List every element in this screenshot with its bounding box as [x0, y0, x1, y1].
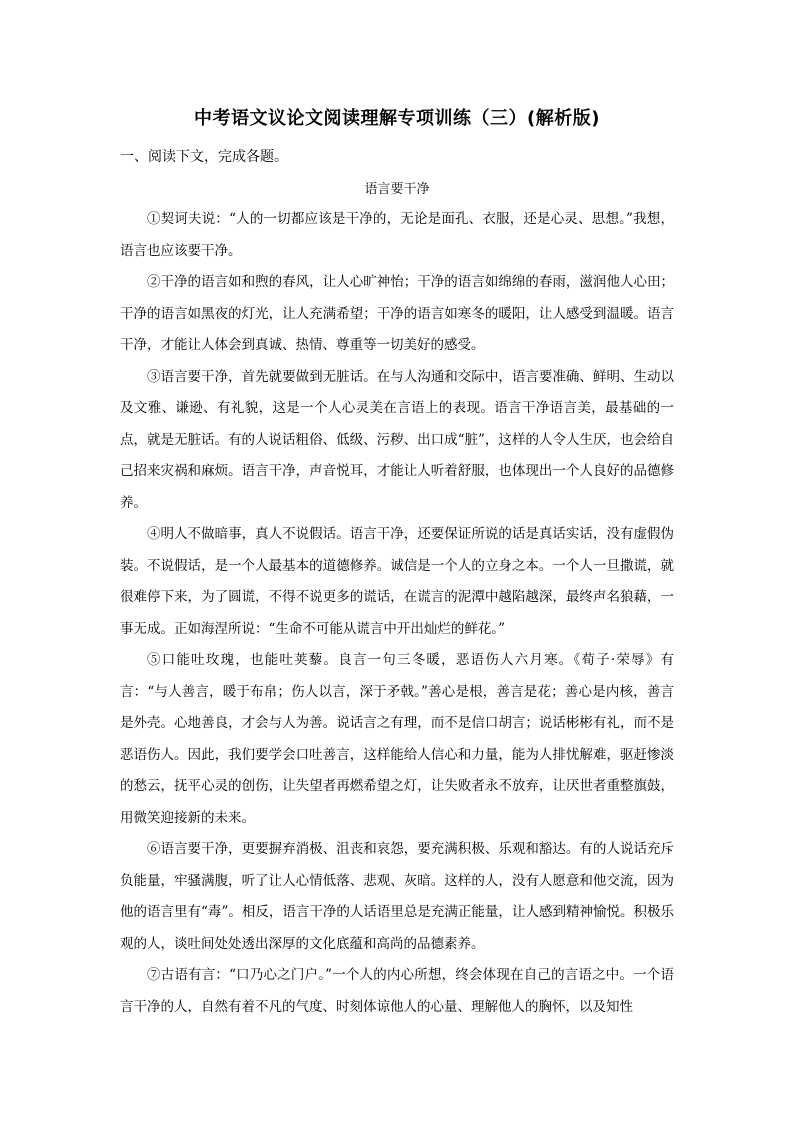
article-body — [120, 204, 674, 1023]
paragraph-2: ②干净的语言如和煦的春风，让人心旷神怡；干净的语言如绵绵的春雨，滋润他人心田；干净的语言如黑夜的灯光，让人充满希望；干净的语言如寒冬的暖阳，让人感受到温暖。语言干净，才能让人体会到真诚、热情、尊重等一切美好的感受。 — [120, 274, 674, 353]
article-title: 语言要干净 — [364, 182, 430, 197]
document-title: 中考语文议论文阅读理解专项训练（三）(解析版) — [194, 108, 600, 129]
paragraph-7: ⑦古语有言：“口乃心之门户。”一个人的内心所想，终会体现在自己的言语之中。一个语言干净的人，自然有着不凡的气度、时刻体谅他人的心量、理解他人的胸怀，以及知性 — [120, 967, 674, 1015]
paragraph-1: ①契诃夫说：“人的一切都应该是干净的，无论是面孔、衣服，还是心灵、思想。”我想，语言也应该要干净。 — [120, 211, 674, 259]
paragraph-6: ⑥语言要干净，更要摒弃消极、沮丧和哀怨，要充满积极、乐观和豁达。有的人说话充斥负能量，牢骚满腹，听了让人心情低落、悲观、灰暗。这样的人，没有人愿意和他交流，因为他的语言里有“毒”。相反，语言干净的人话语里总是充满正能量，让人感到精神愉悦。积极乐观的人，谈吐间处处透出深厚的文化底蕴和高尚的品德素养。 — [120, 841, 674, 952]
question-instruction: 一、阅读下文，完成各题。 — [120, 149, 288, 165]
paragraph-4: ④明人不做暗事，真人不说假话。语言干净，还要保证所说的话是真话实话，没有虚假伪装。不说假话，是一个人最基本的道德修养。诚信是一个人的立身之本。一个人一旦撒谎，就很难停下来，为了圆谎，不得不说更多的谎话，在谎言的泥潭中越陷越深，最终声名狼藉，一事无成。正如海涅所说：“生命不可能从谎言中开出灿烂的鲜花。” — [120, 526, 674, 637]
paragraph-5: ⑤口能吐玫瑰，也能吐荚藜。良言一句三冬暖，恶语伤人六月寒。《荀子·荣辱》有言：“与人善言，暖于布帛；伤人以言，深于矛戟。”善心是根，善言是花；善心是内核，善言是外壳。心地善良，才会与人为善。说话言之有理，而不是信口胡言；说话彬彬有礼，而不是恶语伤人。因此，我们要学会口吐善言，这样能给人信心和力量，能为人排忧解难，驱赶惨淡的愁云，抚平心灵的创伤，让失望者再燃希望之灯，让失败者永不放弃，让厌世者重整旗鼓，用微笑迎接新的未来。 — [120, 652, 674, 826]
paragraph-3: ③语言要干净，首先就要做到无脏话。在与人沟通和交际中，语言要准确、鲜明、生动以及文雅、谦逊、有礼貌，这是一个人心灵美在言语上的表现。语言干净语言美，最基础的一点，就是无脏话。有的人说话粗俗、低级、污秽、出口成“脏”，这样的人令人生厌，也会给自己招来灾祸和麻烦。语言干净，声音悦耳，才能让人听着舒服，也体现出一个人良好的品德修养。 — [120, 368, 674, 511]
